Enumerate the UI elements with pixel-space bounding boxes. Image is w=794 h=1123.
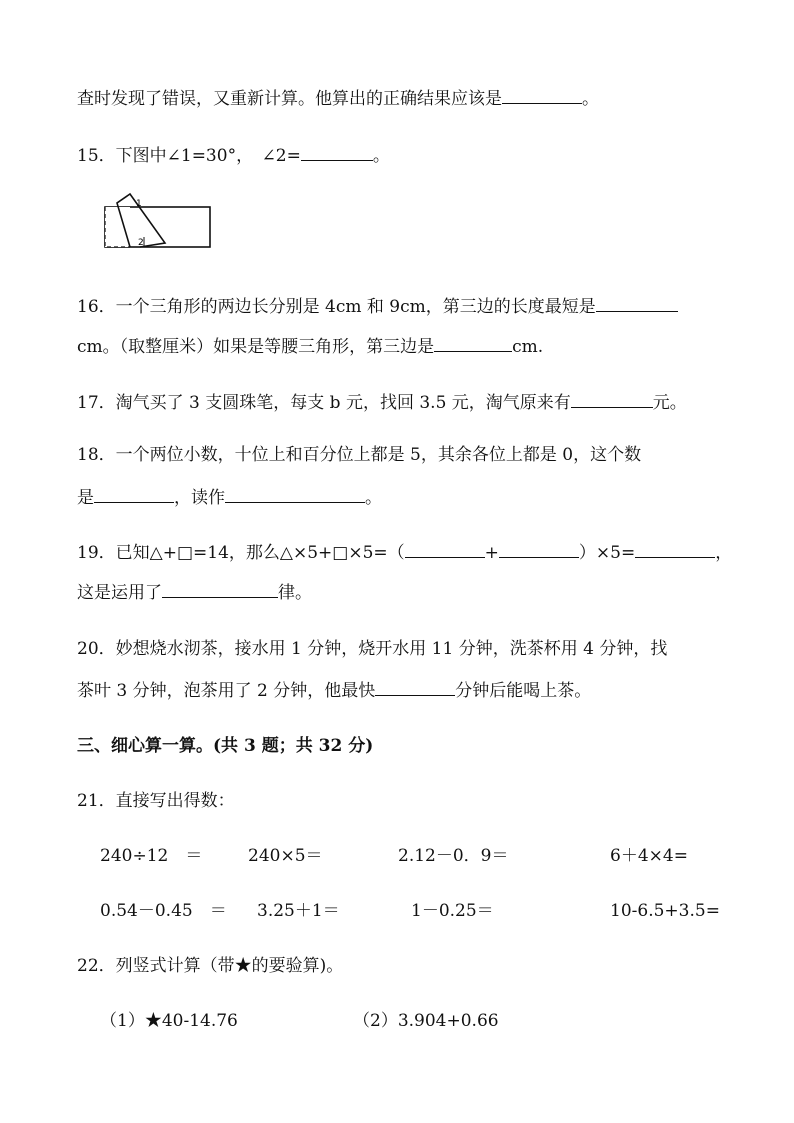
q19-blank-1[interactable]	[405, 540, 485, 558]
q21-calc-1: 240÷12 ＝	[100, 846, 203, 866]
q22-prompt: 22．列竖式计算（带★的要验算)。	[77, 956, 344, 976]
q17-answer-blank[interactable]	[571, 390, 653, 408]
q19-text-1b: +	[484, 543, 499, 563]
q19-text-1d: ，	[715, 543, 733, 563]
q19-blank-2[interactable]	[499, 540, 579, 558]
q21-calc-3: 2.12－0．9＝	[398, 846, 509, 866]
q19-law-blank[interactable]	[162, 580, 278, 598]
q15-end: 。	[372, 146, 390, 166]
q17-end: 元。	[652, 393, 687, 413]
q20-text-1: 20．妙想烧水沏茶，接水用 1 分钟，烧开水用 11 分钟，洗茶杯用 4 分钟，找	[77, 639, 668, 659]
q22-item-1: （1）★40-14.76	[100, 1011, 238, 1031]
q19-text-1c: ）×5=	[578, 543, 636, 563]
q14-tail-line	[77, 86, 599, 111]
q18-text-2c: 。	[365, 488, 382, 508]
q22-item-2: （2）3.904+0.66	[353, 1011, 499, 1031]
q19-text-2b: 律。	[278, 583, 312, 603]
q17-text: 17．淘气买了 3 支圆珠笔，每支 b 元，找回 3.5 元，淘气原来有	[77, 393, 571, 413]
q15-answer-blank[interactable]	[301, 143, 373, 161]
q20-text-2b: 分钟后能喝上茶。	[455, 681, 592, 701]
angle-1-label: 1	[136, 199, 142, 209]
q21-prompt: 21．直接写出得数：	[77, 791, 235, 811]
q19-text-2a: 这是运用了	[77, 583, 162, 603]
q16-answer-blank-2[interactable]	[434, 334, 512, 352]
q21-calc-4: 6＋4×4=	[610, 846, 688, 866]
q18-number-blank[interactable]	[94, 485, 174, 503]
q14-answer-blank[interactable]	[502, 86, 582, 104]
q19-line2	[77, 580, 312, 605]
q18-reading-blank[interactable]	[225, 485, 365, 503]
q16-text-2a: cm。（取整厘米）如果是等腰三角形，第三边是	[77, 337, 435, 357]
q20-text-2a: 茶叶 3 分钟，泡茶用了 2 分钟，他最快	[77, 681, 376, 701]
q20-line1	[77, 637, 667, 661]
q14-tail-end: 。	[582, 89, 599, 109]
q18-line1	[77, 443, 641, 467]
q21-calc-5: 0.54－0.45 ＝	[100, 901, 227, 921]
fold-gap	[105, 207, 130, 247]
q20-line2	[77, 678, 591, 703]
q18-text-2a: 是	[77, 488, 94, 508]
section-3-heading: 三、细心算一算。(共 3 题；共 32 分)	[77, 736, 374, 756]
angle-2-label: 2	[138, 238, 144, 248]
q19-line1	[77, 540, 732, 565]
q16-text-2b: cm.	[512, 337, 544, 357]
q21-calc-6: 3.25＋1＝	[257, 901, 340, 921]
q21-calc-2: 240×5＝	[248, 846, 323, 866]
q16-answer-blank-1[interactable]	[596, 294, 678, 312]
q18-text-2b: ，读作	[174, 488, 225, 508]
q16-text-1: 16．一个三角形的两边长分别是 4cm 和 9cm，第三边的长度最短是	[77, 297, 596, 317]
folded-strip-figure	[100, 190, 215, 255]
q15-line	[77, 143, 390, 168]
q18-text-1: 18．一个两位小数，十位上和百分位上都是 5，其余各位上都是 0，这个数	[77, 445, 642, 465]
q20-answer-blank[interactable]	[375, 678, 455, 696]
q16-line2	[77, 334, 543, 359]
q14-tail-text: 查时发现了错误，又重新计算。他算出的正确结果应该是	[77, 89, 502, 109]
q19-text-1a: 19．已知△+□=14，那么△×5+□×5=（	[77, 543, 405, 563]
q15-text: 15．下图中∠1=30°， ∠2=	[77, 146, 301, 166]
q21-calc-7: 1－0.25＝	[411, 901, 494, 921]
q19-blank-3[interactable]	[635, 540, 715, 558]
q16-line1	[77, 294, 678, 319]
q18-line2	[77, 485, 382, 510]
q21-calc-8: 10-6.5+3.5=	[610, 901, 720, 921]
q17-line	[77, 390, 687, 415]
